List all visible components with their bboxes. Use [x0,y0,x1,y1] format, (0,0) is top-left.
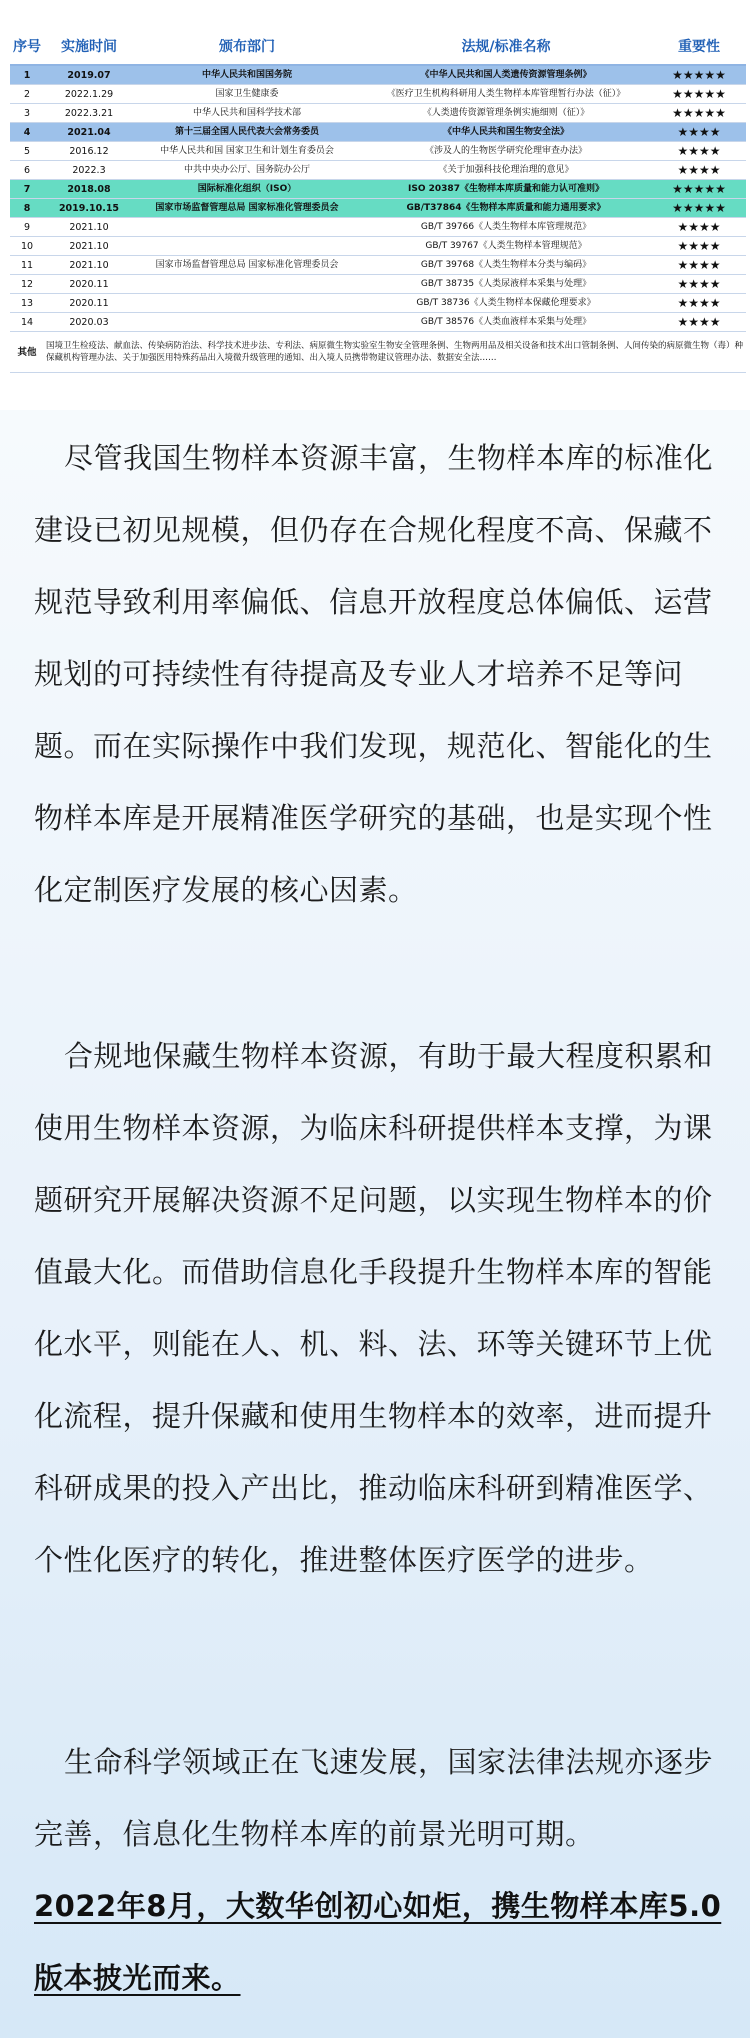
cell-importance: ★★★★ [652,313,746,332]
cell-law: ISO 20387《生物样本库质量和能力认可准则》 [360,180,652,199]
cell-dept [134,218,360,237]
regulations-table [10,28,746,373]
cell-other-label: 其他 [10,332,44,373]
regulations-table-card [0,0,750,410]
table-body [10,65,746,373]
cell-dept [134,275,360,294]
cell-no: 7 [10,180,44,199]
table-row [10,85,746,104]
cell-importance: ★★★★ [652,142,746,161]
table-row [10,161,746,180]
cell-dept: 国家卫生健康委 [134,85,360,104]
paragraph-2: 合规地保藏生物样本资源，有助于最大程度积累和使用生物样本资源，为临床科研提供样本支撑，为课题研究开展解决资源不足问题，以实现生物样本的价值最大化。而借助信息化手段提升生物样本库的智能化水平，则能在人、机、料、法、环等关键环节上优化流程，提升保藏和使用生物样本的效率，进而提升科研成果的投入产出比，推动临床科研到精准医学、个性化医疗的转化，推进整体医疗医学的进步。 [34,1039,714,1577]
cell-importance: ★★★★★ [652,180,746,199]
cell-other-text: 国境卫生检疫法、献血法、传染病防治法、科学技术进步法、专利法、病原微生物实验室生物安全管理条例、生物两用品及相关设备和技术出口管制条例、人间传染的病原微生物（毒）种保藏机构管理办法、关于加强医用特殊药品出入境微升级管理的通知、出入境人员携带物建议管理办法、数据安全法…… [44,332,746,373]
cell-importance: ★★★★ [652,237,746,256]
cell-date: 2021.10 [44,237,134,256]
paragraph-3: 生命科学领域正在飞速发展，国家法律法规亦逐步完善，信息化生物样本库的前景光明可期。 [34,1745,714,1851]
highlight-announcement [34,1870,724,2014]
cell-dept: 第十三届全国人民代表大会常务委员 [134,123,360,142]
table-row [10,65,746,85]
cell-date: 2022.1.29 [44,85,134,104]
header-law: 法规/标准名称 [360,28,652,65]
cell-law: 《人类遗传资源管理条例实施细则（征）》 [360,104,652,123]
cell-law: GB/T 38576《人类血液样本采集与处理》 [360,313,652,332]
table-row [10,123,746,142]
cell-law: 《医疗卫生机构科研用人类生物样本库管理暂行办法（征）》 [360,85,652,104]
article-body [0,410,750,2038]
cell-no: 4 [10,123,44,142]
cell-importance: ★★★★ [652,218,746,237]
cell-no: 8 [10,199,44,218]
cell-date: 2020.11 [44,275,134,294]
cell-importance: ★★★★★ [652,85,746,104]
cell-date: 2021.10 [44,256,134,275]
cell-date: 2021.04 [44,123,134,142]
table-row [10,237,746,256]
cell-law: GB/T 38735《人类尿液样本采集与处理》 [360,275,652,294]
cell-date: 2020.03 [44,313,134,332]
table-row [10,256,746,275]
cell-no: 3 [10,104,44,123]
cell-law: GB/T 39766《人类生物样本库管理规范》 [360,218,652,237]
header-dept: 颁布部门 [134,28,360,65]
table-row [10,294,746,313]
cell-law: 《中华人民共和国生物安全法》 [360,123,652,142]
table-header-row [10,28,746,65]
cell-law: 《涉及人的生物医学研究伦理审查办法》 [360,142,652,161]
cell-law: 《中华人民共和国人类遗传资源管理条例》 [360,65,652,85]
table-row [10,199,746,218]
cell-importance: ★★★★ [652,256,746,275]
highlight-text: 2022年8月，大数华创初心如炬，携生物样本库5.0版本披光而来。 [34,1889,722,1995]
cell-no: 1 [10,65,44,85]
header-importance: 重要性 [652,28,746,65]
cell-no: 2 [10,85,44,104]
cell-dept: 中共中央办公厅、国务院办公厅 [134,161,360,180]
cell-law: GB/T 39767《人类生物样本管理规范》 [360,237,652,256]
header-no: 序号 [10,28,44,65]
cell-no: 9 [10,218,44,237]
cell-dept: 中华人民共和国科学技术部 [134,104,360,123]
cell-law: GB/T 39768《人类生物样本分类与编码》 [360,256,652,275]
cell-date: 2022.3 [44,161,134,180]
table-row [10,218,746,237]
table-row [10,313,746,332]
cell-date: 2020.11 [44,294,134,313]
cell-date: 2022.3.21 [44,104,134,123]
cell-date: 2021.10 [44,218,134,237]
cell-law: 《关于加强科技伦理治理的意见》 [360,161,652,180]
cell-importance: ★★★★ [652,161,746,180]
cell-no: 14 [10,313,44,332]
cell-dept: 国家市场监督管理总局 国家标准化管理委员会 [134,256,360,275]
cell-date: 2016.12 [44,142,134,161]
cell-importance: ★★★★★ [652,199,746,218]
cell-date: 2019.10.15 [44,199,134,218]
cell-dept [134,237,360,256]
cell-importance: ★★★★★ [652,65,746,85]
cell-dept: 中华人民共和国国务院 [134,65,360,85]
table-row [10,104,746,123]
cell-no: 12 [10,275,44,294]
cell-dept: 中华人民共和国 国家卫生和计划生育委员会 [134,142,360,161]
cell-importance: ★★★★★ [652,104,746,123]
header-date: 实施时间 [44,28,134,65]
cell-dept: 国家市场监督管理总局 国家标准化管理委员会 [134,199,360,218]
cell-no: 10 [10,237,44,256]
cell-importance: ★★★★ [652,294,746,313]
cell-dept [134,313,360,332]
cell-law: GB/T37864《生物样本库质量和能力通用要求》 [360,199,652,218]
cell-no: 5 [10,142,44,161]
cell-importance: ★★★★ [652,123,746,142]
table-row [10,275,746,294]
cell-date: 2019.07 [44,65,134,85]
cell-importance: ★★★★ [652,275,746,294]
paragraph-1: 尽管我国生物样本资源丰富，生物样本库的标准化建设已初见规模，但仍存在合规化程度不高、保藏不规范导致利用率偏低、信息开放程度总体偏低、运营规划的可持续性有待提高及专业人才培养不足等问题。而在实际操作中我们发现，规范化、智能化的生物样本库是开展精准医学研究的基础，也是实现个性化定制医疗发展的核心因素。 [34,441,714,907]
cell-dept [134,294,360,313]
cell-no: 11 [10,256,44,275]
cell-no: 13 [10,294,44,313]
table-row [10,142,746,161]
cell-law: GB/T 38736《人类生物样本保藏伦理要求》 [360,294,652,313]
table-row-other [10,332,746,373]
table-row [10,180,746,199]
cell-date: 2018.08 [44,180,134,199]
cell-no: 6 [10,161,44,180]
cell-dept: 国际标准化组织（ISO） [134,180,360,199]
